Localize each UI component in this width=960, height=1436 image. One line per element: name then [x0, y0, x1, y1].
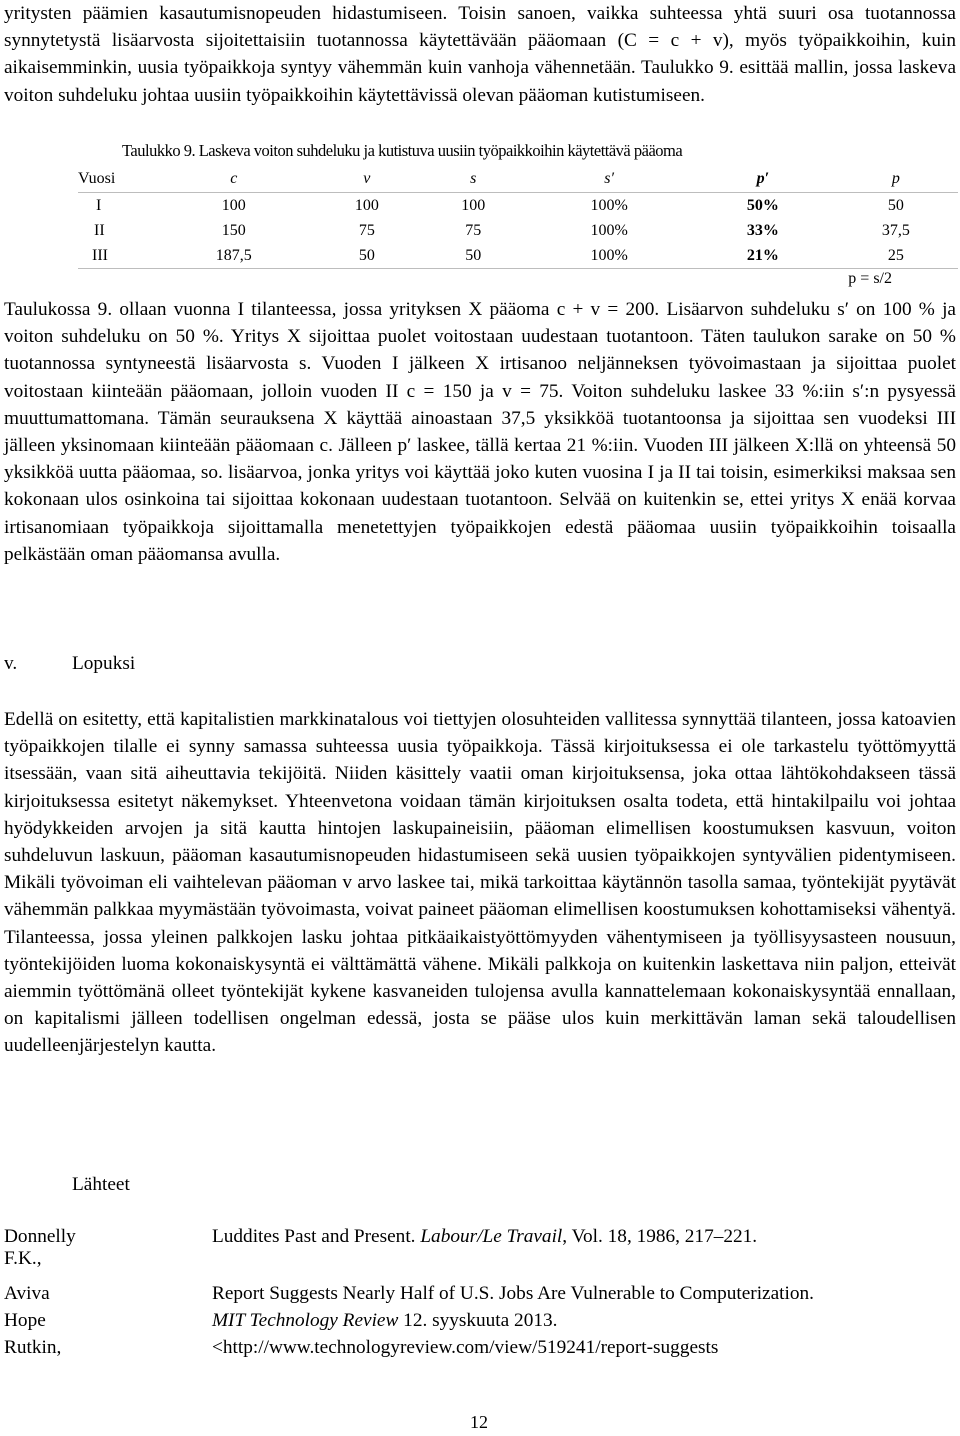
paragraph-intro — [4, 0, 956, 109]
table-cell: 21% — [692, 243, 834, 269]
reference-details: , Vol. 18, 1986, 217–221. — [562, 1226, 758, 1247]
paragraph-conclusion-text: Edellä on esitetty, että kapitalistien markkinatalous voi tiettyjen olosuhteiden vallitessa synnyttää tilanteen, jossa katoavien työpaikkojen tilalle ei synny samassa suhteessa uusia työpaikkoja. Tässä kirjoituksessa ei ole tarkastelu työttömyyttä itsessään, vaan sitä aiheuttavia tekijöitä. Niiden käsittely vaatii oman kirjoituksensa, joka ottaa lähtökohdakseen tässä kirjoituksessa esitetyt näkemykset. Yhteenvetona voidaan tämän kirjoituksen osalta todeta, että hintakilpailu voi johtaa hyödykkeiden arvojen ja sitä kautta hintojen laskupaineisiin, pääoman elimellisen koostumuksen kasvuun, voiton suhdeluvun laskuun, pääoman kasautumisnopeuden hidastumiseen sekä uusien työpaikkojen syntyvälien pidentymiseen. Mikäli työvoiman eli vaihtelevan pääoman v arvo laskee tai, mikä tarkoittaa käytännön tasolla samaa, työntekijät pyytävät vähemmän palkkaa myymästään työvoimasta, voivat paineet pääoman elimellisen koostumuksen kohottamiseksi vähentyä. Tilanteessa, jossa yleinen palkkojen lasku johtaa pitkäaikaistyöttömyyden vähentymiseen ja työllisyysasteen nousuun, työntekijöiden luoma kokonaiskysyntä ei välttämättä vähene. Mikäli palkkoja on kuitenkin laskettava niin paljon, etteivät aiemmin työttömänä olleet työntekijät kykene kasvaneiden tulojensa avulla kannattelemaan kokonaiskysyntää ennallaan, on kapitalismi jälleen todellisen ongelman edessä, josta se pääse ulos kuin merkittävän laman sekä taloudellisen uudelleenjärjestelyn kautta. — [4, 709, 956, 1057]
reference-text — [212, 1280, 960, 1361]
reference-url[interactable]: <http://www.technologyreview.com/view/519241/report-suggests — [212, 1337, 719, 1358]
table-cell: 100% — [590, 221, 628, 239]
table-cell: 33% — [746, 221, 779, 239]
table-cell: II — [94, 221, 105, 239]
table-row — [78, 218, 958, 243]
data-table — [78, 165, 958, 269]
section-heading — [4, 653, 136, 675]
table-row — [78, 243, 958, 269]
page-number: 12 — [470, 1412, 488, 1432]
paragraph-conclusion — [4, 706, 956, 1060]
table-cell: I — [96, 196, 102, 214]
reference-title: Luddites Past and Present. — [212, 1226, 421, 1247]
table-cell: 50 — [314, 243, 420, 269]
table-cell: 50 — [420, 243, 526, 269]
reference-author — [4, 1280, 61, 1361]
reference-text — [212, 1226, 960, 1248]
section-title: Lopuksi — [72, 653, 136, 674]
reference-journal: Labour/Le Travail — [420, 1226, 563, 1247]
reference-author-line2: Rutkin, — [4, 1337, 62, 1358]
header-s-prime: s′ — [526, 165, 692, 193]
table-note: p = s/2 — [848, 270, 892, 287]
table-cell: 100% — [590, 196, 628, 214]
table-header-row — [78, 165, 958, 193]
table-caption: Taulukko 9. Laskeva voiton suhdeluku ja kutistuva uusiin työpaikkoihin käytettävä pääoma — [122, 141, 683, 160]
table-cell: 100 — [354, 196, 379, 214]
header-p: p — [834, 165, 958, 193]
table-cell: 150 — [221, 221, 246, 239]
table-cell: 75 — [465, 221, 482, 239]
reference-author-line1: Aviva Hope — [4, 1283, 50, 1331]
table-cell: 50 — [887, 196, 904, 214]
table-row — [78, 193, 958, 219]
table-cell: 100 — [461, 196, 486, 214]
header-p-prime: p′ — [692, 165, 834, 193]
paragraph-table-explanation — [4, 296, 956, 568]
paragraph-intro-text: yritysten päämien kasautumisnopeuden hidastumiseen. Toisin sanoen, vaikka suhteessa yhtä suuri osa tuotannossa synnytetystä lisäarvosta sijoitettaisiin tuotannossa käytettävään pääomaan (C = c + v), myös työpaikkoihin, kuin aikaisemminkin, uusia työpaikkoja syntyy vähemmän kuin vanhoja vähennetään. Taulukko 9. esittää mallin, jossa laskeva voiton suhdeluku johtaa uusiin työpaikkoihin käytettävissä olevan pääoman kutistumiseen. — [4, 3, 956, 106]
header-v: v — [314, 165, 420, 193]
header-vuosi: Vuosi — [78, 165, 154, 193]
header-s: s — [420, 165, 526, 193]
section-number: v. — [4, 653, 18, 674]
paragraph-table-explanation-text: Taulukossa 9. ollaan vuonna I tilanteessa, jossa yrityksen X pääoma c + v = 200. Lisäarvon suhdeluku s′ on 100 % ja voiton suhdeluku on 50 %. Yritys X sijoittaa puolet voitostaan uudestaan tuotantoon. Täten taulukon sarake on 50 % tuotannossa syntyneestä lisäarvosta s. Vuoden I jälkeen X irtisanoo neljänneksen työvoimastaan ja sijoittaa puolet voitostaan kiinteään pääomaan, jolloin vuoden II c = 150 ja v = 75. Voiton suhdeluku laskee 33 %:iin s′:n pysyessä muuttumattomana. Tämän seurauksena X käyttää ainoastaan 37,5 yksikköä tuotantoonsa ja sijoittaa sen vuodeksi III jälleen yksinomaan kiinteään pääomaan c. Jälleen p′ laskee, tällä kertaa 21 %:iin. Vuoden III jälkeen X:llä on yhteensä 50 yksikköä uutta pääomaa, so. lisäarvoa, jonka yritys voi käyttää joko kuten vuosina I ja II tai toisin, esimerkiksi maksaa sen kokonaan ulos osinkoina tai sijoittaa kokonaan uudestaan tuotantoon. Selvää on kuitenkin se, ettei yritys X enää korvaa irtisanomiaan työpaikkoja sijoittamalla menetettyjen työpaikkojen edestä pääomaa uusiin työpaikkoihin toisaalla pelkästään oman pääomansa avulla. — [4, 299, 956, 565]
table-cell: 25 — [834, 243, 958, 269]
reference-journal: MIT Technology Review — [212, 1310, 399, 1331]
sources-heading: Lähteet — [72, 1174, 130, 1195]
table-cell: 100 — [221, 196, 246, 214]
reference-author: Donnelly F.K., — [4, 1226, 76, 1269]
reference-details: 12. syyskuuta 2013. — [398, 1310, 558, 1331]
table-cell: 187,5 — [154, 243, 314, 269]
table-cell: 75 — [358, 221, 375, 239]
table-cell: 100% — [526, 243, 692, 269]
table-cell: 37,5 — [881, 221, 910, 239]
table-cell: III — [78, 243, 154, 269]
reference-title: Report Suggests Nearly Half of U.S. Jobs Are Vulnerable to Computerization. — [212, 1283, 814, 1304]
table-cell: 50% — [746, 196, 779, 214]
header-c: c — [154, 165, 314, 193]
